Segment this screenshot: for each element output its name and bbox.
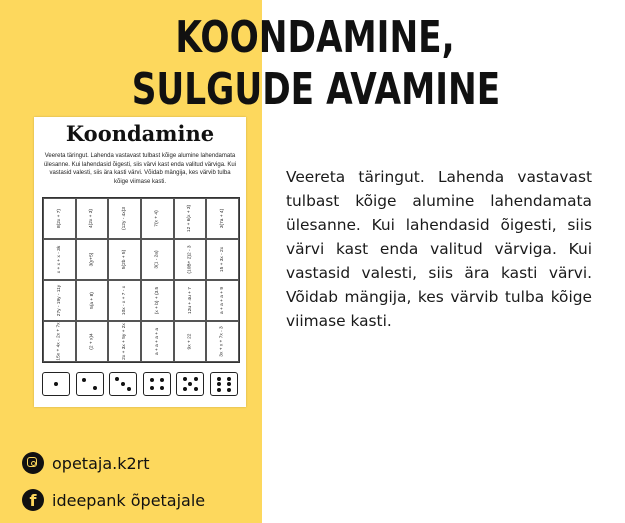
die-pip	[217, 382, 221, 386]
worksheet-cell	[43, 321, 76, 362]
die-pip	[115, 377, 119, 381]
worksheet-cell	[174, 321, 207, 362]
die-pip	[194, 377, 198, 381]
worksheet-cell-text: 2x + 3x + 5y + 2x	[122, 323, 128, 360]
die-face-3-icon	[109, 372, 137, 396]
worksheet-cell-text: 27y - 19y - 11y	[56, 284, 62, 317]
worksheet-cell-text: 10x - x + 7 - x	[122, 285, 128, 316]
worksheet-instructions: Veereta täringut. Lahenda vastavast tulbast kõige alumine lahendamata ülesanne. Kui lahendasid õigesti, siis värvi kast enda valitud värviga. Kui vastasid valesti, siis ära kasti värvi. Võidab mängija, kes värvib tulba kõige viimase kasti.	[43, 153, 237, 185]
worksheet-cell	[76, 198, 109, 239]
worksheet-cell	[141, 280, 174, 321]
worksheet-cell-text: 8(2x + 7)	[56, 208, 62, 229]
die-pip	[217, 377, 221, 381]
worksheet-cell	[76, 239, 109, 280]
worksheet-cell	[174, 239, 207, 280]
worksheet-cell-text: 3(7a + 4)	[220, 208, 226, 229]
worksheet-cell-text: 5(2b + 5)	[122, 249, 128, 270]
worksheet-cell-text: 4(2x + 3)	[89, 208, 95, 229]
worksheet-cell-text: (10B+ 2)2 - 3	[187, 245, 193, 274]
worksheet-cell	[76, 280, 109, 321]
worksheet-cell-text: 7(x + 4)	[154, 210, 160, 227]
headline-line-2: SULGUDE AVAMINE	[131, 64, 501, 115]
die-face-1-icon	[42, 372, 70, 396]
facebook-link[interactable]	[22, 489, 205, 511]
worksheet-cell	[43, 280, 76, 321]
worksheet-preview	[34, 117, 246, 407]
die-pip	[227, 377, 231, 381]
worksheet-cell-text: 3(1 - 2a)	[154, 250, 160, 269]
facebook-icon: f	[22, 489, 44, 511]
worksheet-cell	[206, 239, 239, 280]
die-pip	[160, 386, 164, 390]
worksheet-cell-text: 9x + 22	[187, 333, 193, 350]
worksheet-cell	[174, 198, 207, 239]
die-pip	[127, 387, 131, 391]
worksheet-cell	[76, 321, 109, 362]
instagram-handle: opetaja.k2rt	[52, 453, 150, 473]
instagram-link[interactable]	[22, 452, 150, 474]
worksheet-cell	[141, 239, 174, 280]
worksheet-grid	[42, 197, 240, 363]
worksheet-cell-text: 12 + 6(x + 3)	[187, 204, 193, 233]
die-pip	[82, 378, 86, 382]
worksheet-cell-text: x + x + x - 3k	[56, 245, 62, 274]
die-pip	[93, 386, 97, 390]
worksheet-cell	[108, 321, 141, 362]
worksheet-cell-text: (x + b) + (3.5	[154, 286, 160, 315]
dice-row	[42, 372, 238, 398]
die-pip	[150, 378, 154, 382]
worksheet-cell	[108, 198, 141, 239]
worksheet-title: Koondamine	[65, 121, 215, 146]
worksheet-cell-text: 3x + x + 7x - 3	[220, 326, 226, 357]
worksheet-cell-text: (12y - 4x)3	[122, 207, 128, 230]
die-pip	[150, 386, 154, 390]
die-pip	[183, 387, 187, 391]
worksheet-cell	[108, 280, 141, 321]
worksheet-cell	[141, 198, 174, 239]
body-text: Veereta täringut. Lahenda vastavast tulbast kõige alumine lahendamata ülesanne. Kui lahendasid õigesti, siis värvi kast enda valitud värviga. Kui vastasid valesti, siis ära kasti värvi. Võidab mängija, kes värvib tulba kõige viimase kasti.	[286, 168, 592, 330]
worksheet-cell-text: 15 + 3x - 2x	[220, 246, 226, 273]
die-pip	[121, 382, 125, 386]
die-pip	[183, 377, 187, 381]
worksheet-cell	[43, 239, 76, 280]
worksheet-cell-text: 3(y+5)	[89, 252, 95, 267]
worksheet-cell	[206, 198, 239, 239]
die-face-2-icon	[76, 372, 104, 396]
worksheet-cell-text: 15x + 4x - 2x + 7x	[56, 322, 62, 361]
worksheet-cell-text: 5(a + 8)	[89, 292, 95, 309]
die-pip	[227, 388, 231, 392]
headline-line-1: KOONDAMINE,	[175, 12, 455, 63]
die-pip	[188, 382, 192, 386]
worksheet-cell	[174, 280, 207, 321]
die-pip	[54, 382, 58, 386]
worksheet-cell	[206, 280, 239, 321]
worksheet-cell-text: 12u + 4u + 7	[187, 287, 193, 314]
die-face-6-icon	[210, 372, 238, 396]
die-face-5-icon	[176, 372, 204, 396]
facebook-handle: ideepank õpetajale	[52, 490, 206, 510]
worksheet-cell-text: a + a + a + 9	[220, 286, 226, 315]
worksheet-cell	[43, 198, 76, 239]
die-pip	[227, 382, 231, 386]
page-headline	[132, 12, 499, 116]
worksheet-cell-text: (2 + x)4	[89, 333, 95, 350]
die-pip	[217, 388, 221, 392]
worksheet-cell	[108, 239, 141, 280]
instagram-icon	[22, 452, 44, 474]
die-face-4-icon	[143, 372, 171, 396]
die-pip	[160, 378, 164, 382]
die-pip	[194, 387, 198, 391]
worksheet-cell-text: a + a + a + a	[154, 327, 160, 356]
worksheet-cell	[206, 321, 239, 362]
worksheet-cell	[141, 321, 174, 362]
